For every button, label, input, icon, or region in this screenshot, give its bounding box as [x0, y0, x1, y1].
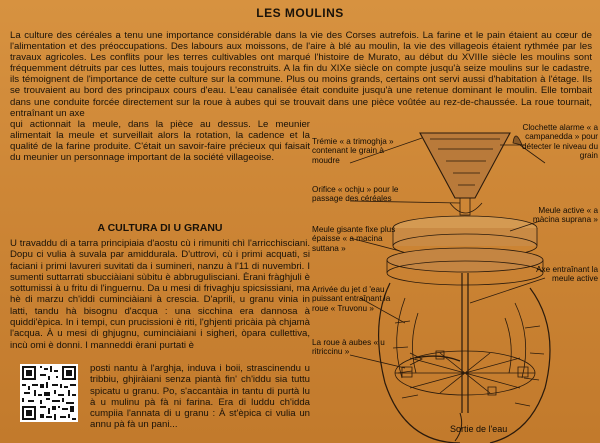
page-title: LES MOULINS [256, 6, 344, 20]
label-meule-active: Meule active « a màcina suprana » [532, 206, 598, 225]
label-arrivee-eau: Arrivée du jet d 'eau puissant entraînant la roue « Truvonu » [312, 285, 391, 313]
corsican-heading: A CULTURA DI U GRANU [97, 222, 223, 234]
label-sortie-eau: Sortie de l'eau [450, 424, 508, 434]
qr-code [20, 364, 78, 422]
label-orifice: Orifice « ochju » pour le passage des céréales [312, 185, 399, 204]
french-paragraph-top: La culture des céréales a tenu une importance considérable dans la vie des Corses autrefois. La farine et le pain étaient au cœur de l'alimentation et des préoccupations. Des labours aux moissons, de l'aire à blé au moulin, la vie des villageois étaient rythmée par les travaux agricoles. Les conflits pour les terres cultivables ont marqué l'histoire de Murato, au début du XVIIIe siècle les moulins sont fréquemment détruits par ces luttes, mais toujours reconstruits. A la fin du XIXe siècle on compte jusqu'à seize moulins sur le cadastre, ils témoignent de l'importance de cette culture sur la commune. Plus ou moins grands, certains ont servi aussi d'habitation à l'étage. Ils se trouvaient au bord des principaux cours d'eau. L'eau canalisée était conduite jusqu'à une retenue dominant le moulin. Elle tombait dans une conduite forcée directement sur la roue à aubes qui se trouvait dans une pièce voûtée au rez-de-chaussée. La roue tournait, entraînant un axe [10, 30, 592, 119]
corsican-paragraph-bottom: posti nantu à l'arghja, induva i boii, strascinendu u tribbiu, ghjiràiani senza piantà fin' ch'iddu sia tuttu spicatu u granu. Po, s'accantàia in tantu di purtà lu à u mulinu pà fà ni farina. Era di luddu ch'idda cumpiia l'annata di u granu : À st'èpica ci vulia un annu pà fà un pani... [90, 363, 310, 431]
label-meule-gisante: Meule gisante fixe plus épaisse « a macina suttana » [312, 225, 396, 253]
corsican-paragraph: U travaddu di a tarra principiaia d'aostu cù i rimuniti chì l'arricchisciani. Dopu ci vulia à suvala par amiddurala. D'uttrovi, cù i primi acquati, si faciani i primi lavureri suvitati da i sumineri, nanzu à l'11 di nuvembri. I sumenti suttarrati sbucciàiani sùbitu è abbrugulisciani. Èrani fràghjuli è sottumissi à u fritu di l'inguernu. Da u mesi di frivaghju spicsissiani, ma hè di marzu ch'iddi cuminciàiani à crescia. D'aprili, u granu vinia in latti, tandu hà bisognu d'acqua : una sicchina era dannosa à quiddi'èpica. In i tempi, cun prucissioni è riti, l'ghjenti pricàia pà chjamà l'acqua. À u mesi di ghjugnu, cuminciàiani i sigheri, òpara cullettiva, incù omi è donni. I manneddi èrani purtati è [10, 238, 310, 351]
label-roue-aubes: La roue à aubes « u ritriccinu » [312, 338, 385, 357]
qr-code-graphic [20, 364, 78, 422]
label-axe: Axe entraînant la meule active [536, 265, 598, 284]
label-clochette: Clochette alarme « a campanedda » pour détecter le niveau du grain [521, 123, 598, 161]
mill-diagram [310, 123, 600, 443]
label-tremie: Trémie « a trimoghja » contenant le grain à moudre [312, 137, 394, 165]
french-paragraph-left: qui actionnait la meule, dans la pièce au dessus. Le meunier alimentait la meule et surveillait alors la rotation, la cadence et la qualité de la farine produite. C'était un savoir-faire précieux qui faisait du meunier un personnage important de la société villageoise. [10, 119, 310, 164]
